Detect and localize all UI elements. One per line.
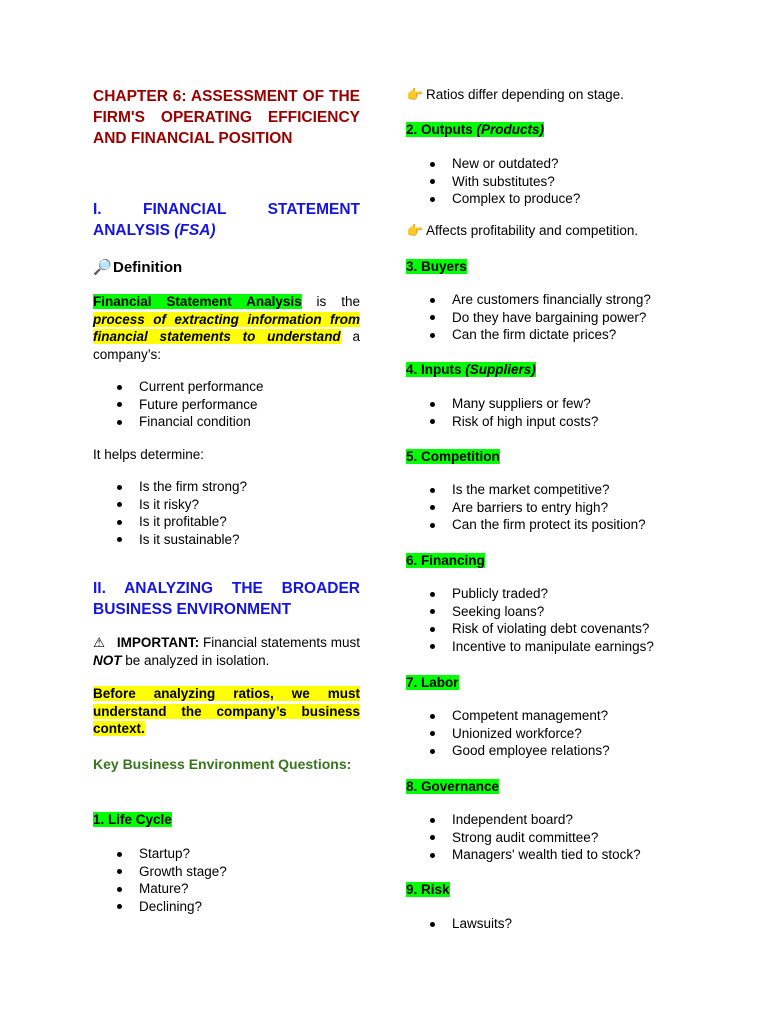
list-item: Seeking loans?	[406, 603, 654, 621]
list-item: Complex to produce?	[406, 190, 580, 208]
key-questions-heading: Key Business Environment Questions:	[93, 756, 352, 772]
competition-heading-text: 5. Competition	[406, 449, 500, 464]
helps-list	[93, 478, 247, 548]
list-item: Is the market competitive?	[406, 481, 646, 499]
competition-heading	[406, 448, 500, 466]
list-item: Current performance	[93, 378, 264, 396]
labor-heading-text: 7. Labor	[406, 675, 459, 690]
definition-tail: a company’s:	[93, 329, 360, 363]
governance-list	[406, 811, 641, 864]
list-item: Are barriers to entry high?	[406, 499, 646, 517]
definition-connector: is the	[301, 294, 360, 309]
definition-emphasis: process of extracting information from financial statements to understand	[93, 311, 360, 345]
list-item: Strong audit committee?	[406, 829, 641, 847]
list-item: Unionized workforce?	[406, 725, 610, 743]
outputs-list	[406, 155, 580, 208]
list-item: Growth stage?	[93, 863, 227, 881]
financing-heading	[406, 552, 485, 570]
life-cycle-heading	[93, 811, 172, 829]
outputs-heading-text: 2. Outputs	[406, 122, 477, 137]
list-item: Startup?	[93, 845, 227, 863]
stage-note-text: Ratios differ depending on stage.	[426, 87, 624, 102]
labor-list	[406, 707, 610, 760]
list-item: Good employee relations?	[406, 742, 610, 760]
list-item: Is the firm strong?	[93, 478, 247, 496]
profitability-note-text: Affects profitability and competition.	[426, 223, 639, 238]
list-item: Is it risky?	[93, 496, 247, 514]
financing-list	[406, 585, 654, 655]
section-1-heading	[93, 199, 360, 241]
magnifier-icon: 🔎	[93, 259, 112, 276]
list-item: Incentive to manipulate earnings?	[406, 638, 654, 656]
section-2-heading: II. ANALYZING THE BROADER BUSINESS ENVIRONMENT	[93, 580, 360, 618]
definition-label: Definition	[113, 259, 183, 276]
important-text-2: be analyzed in isolation.	[121, 652, 270, 668]
outputs-heading-tag	[406, 122, 544, 137]
before-text: Before analyzing ratios, we must understand the company’s business context.	[93, 686, 360, 737]
fsa-term: Financial Statement Analysis	[93, 294, 302, 309]
important-label: IMPORTANT:	[116, 635, 200, 650]
list-item: Declining?	[93, 898, 227, 916]
governance-heading	[406, 778, 499, 796]
buyers-heading-text: 3. Buyers	[406, 259, 467, 274]
important-not: NOT	[93, 652, 122, 668]
warning-icon: ⚠	[93, 635, 106, 650]
buyers-list	[406, 291, 651, 344]
helps-text: It helps determine:	[93, 447, 205, 462]
important-paragraph	[93, 634, 360, 669]
before-paragraph	[93, 685, 360, 738]
risk-list	[406, 915, 512, 933]
list-item: Risk of high input costs?	[406, 413, 598, 431]
list-item: Lawsuits?	[406, 915, 512, 933]
labor-heading	[406, 674, 459, 692]
outputs-heading-italic: (Products)	[476, 122, 544, 137]
list-item: Risk of violating debt covenants?	[406, 620, 654, 638]
inputs-heading-tag	[406, 362, 536, 377]
list-item: Are customers financially strong?	[406, 291, 651, 309]
inputs-list	[406, 395, 598, 430]
section-1-heading-text: I. FINANCIAL STATEMENT ANALYSIS	[93, 201, 360, 239]
list-item: Financial condition	[93, 413, 264, 431]
list-item: With substitutes?	[406, 173, 580, 191]
outputs-heading	[406, 121, 544, 139]
definition-heading	[93, 258, 182, 278]
governance-heading-text: 8. Governance	[406, 779, 500, 794]
list-item: Can the firm dictate prices?	[406, 326, 651, 344]
pointing-hand-icon: 👉	[406, 87, 424, 102]
list-item: Competent management?	[406, 707, 610, 725]
list-item: New or outdated?	[406, 155, 580, 173]
important-text-1: Financial statements must	[199, 635, 360, 650]
inputs-heading-italic: (Suppliers)	[465, 362, 536, 377]
inputs-heading-text: 4. Inputs	[406, 362, 466, 377]
list-item: Managers' wealth tied to stock?	[406, 846, 641, 864]
section-1-heading-abbrev: (FSA)	[174, 222, 216, 239]
definition-paragraph	[93, 293, 360, 364]
list-item: Many suppliers or few?	[406, 395, 598, 413]
chapter-title: CHAPTER 6: ASSESSMENT OF THE FIRM'S OPERATING EFFICIENCY AND FINANCIAL POSITION	[93, 88, 360, 147]
list-item: Independent board?	[406, 811, 641, 829]
life-cycle-heading-text: 1. Life Cycle	[93, 812, 172, 827]
list-item: Future performance	[93, 396, 264, 414]
financing-heading-text: 6. Financing	[406, 553, 485, 568]
inputs-heading	[406, 361, 536, 379]
risk-heading	[406, 881, 450, 899]
pointing-hand-icon: 👉	[406, 223, 424, 238]
list-item: Is it profitable?	[93, 513, 247, 531]
list-item: Can the firm protect its position?	[406, 516, 646, 534]
profitability-note	[406, 222, 638, 240]
list-item: Is it sustainable?	[93, 531, 247, 549]
stage-note	[406, 86, 624, 104]
competition-list	[406, 481, 646, 534]
list-item: Publicly traded?	[406, 585, 654, 603]
buyers-heading	[406, 258, 467, 276]
life-cycle-list	[93, 845, 227, 915]
list-item: Mature?	[93, 880, 227, 898]
risk-heading-text: 9. Risk	[406, 882, 450, 897]
list-item: Do they have bargaining power?	[406, 309, 651, 327]
definition-list	[93, 378, 264, 431]
